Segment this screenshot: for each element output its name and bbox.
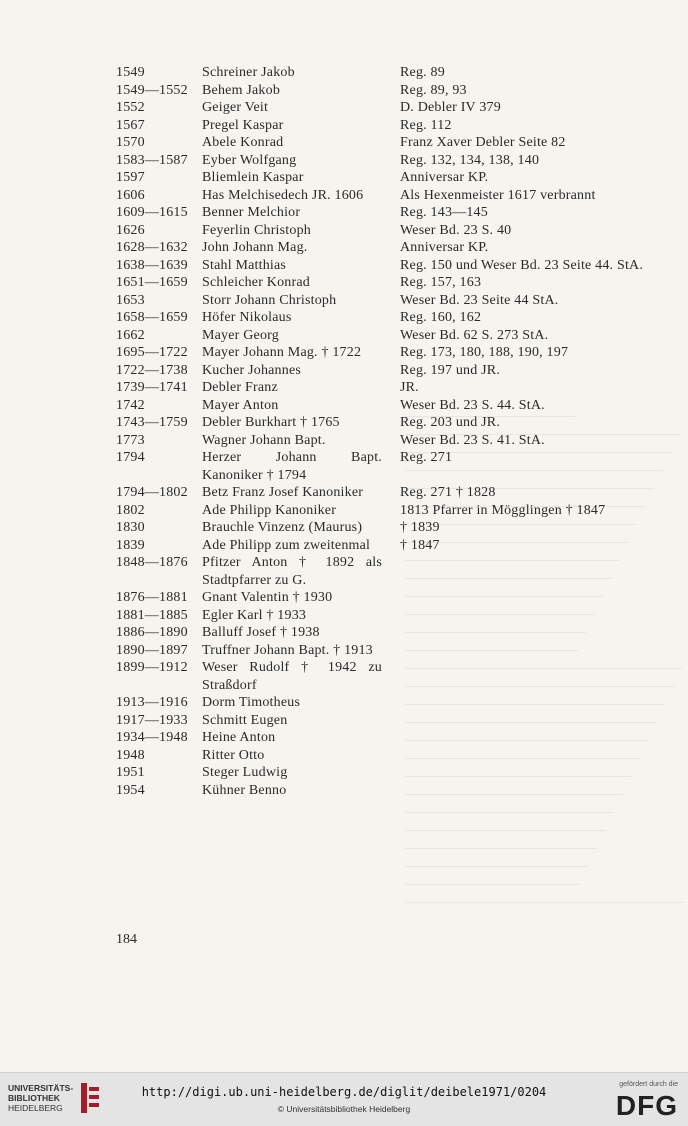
list-item — [116, 624, 656, 642]
entry-source: † 1839 — [400, 520, 440, 535]
entry-source: Reg. 112 — [400, 117, 452, 133]
entry-name: Ade Philipp Kanoniker — [202, 502, 337, 518]
footer-bar — [0, 1072, 688, 1126]
list-item — [116, 134, 656, 152]
entry-name: Mayer Johann Mag. † 1722 — [202, 345, 362, 360]
list-item — [116, 222, 656, 240]
permalink-url[interactable]: http://digi.ub.uni-heidelberg.de/diglit/deibele1971/0204 — [141, 1085, 547, 1099]
entry-source: Weser Bd. 23 S. 40 — [400, 222, 512, 238]
entry-name: Geiger Veit — [202, 100, 269, 115]
entry-years: 1739—1741 — [116, 380, 188, 395]
list-item — [116, 694, 656, 712]
entry-name: Balluff Josef † 1938 — [202, 625, 320, 640]
list-item — [116, 554, 656, 589]
entry-years: 1549—1552 — [116, 82, 188, 98]
entry-name: Truffner Johann Bapt. † 1913 — [202, 642, 373, 658]
entry-source: Reg. 143—145 — [400, 205, 488, 220]
entry-name: Schmitt Eugen — [202, 712, 288, 728]
page-number: 184 — [116, 932, 137, 947]
entry-source: Reg. 197 und JR. — [400, 362, 501, 378]
list-item — [116, 169, 656, 187]
logo-line-3: HEIDELBERG — [8, 1103, 63, 1113]
entry-name: Debler Burkhart † 1765 — [202, 415, 340, 430]
list-item — [116, 187, 656, 205]
logo-line-1: UNIVERSITÄTS- — [8, 1083, 74, 1093]
list-item — [116, 64, 656, 82]
list-item — [116, 782, 656, 800]
list-item — [116, 292, 656, 310]
list-item — [116, 274, 656, 292]
dfg-caption: gefördert durch die — [619, 1081, 678, 1088]
entry-source: Reg. 271 † 1828 — [400, 485, 496, 500]
list-item — [116, 99, 656, 117]
entry-name: Betz Franz Josef Kanoniker — [202, 485, 364, 500]
list-item — [116, 502, 656, 520]
entry-name: Heine Anton — [202, 730, 276, 745]
entry-source: Weser Bd. 62 S. 273 StA. — [400, 327, 549, 343]
entry-years: 1552 — [116, 100, 145, 115]
entry-years: 1876—1881 — [116, 590, 188, 605]
list-item — [116, 327, 656, 345]
entry-name: Feyerlin Christoph — [202, 222, 311, 238]
entry-source: Reg. 150 und Weser Bd. 23 Seite 44. StA. — [400, 257, 644, 273]
entry-source: Weser Bd. 23 S. 41. StA. — [400, 432, 545, 448]
show-through-line — [405, 814, 606, 831]
entry-years: 1570 — [116, 135, 145, 150]
entry-source: Weser Bd. 23 Seite 44 StA. — [400, 292, 559, 308]
list-item — [116, 309, 656, 327]
list-item — [116, 414, 656, 432]
entry-source: Reg. 157, 163 — [400, 275, 482, 290]
entry-name: Schleicher Konrad — [202, 275, 310, 290]
show-through-line — [405, 886, 685, 903]
entry-years: 1917—1933 — [116, 712, 188, 728]
list-item — [116, 117, 656, 135]
entry-source: Reg. 89, 93 — [400, 82, 467, 98]
list-item — [116, 712, 656, 730]
entry-source: † 1847 — [400, 537, 440, 553]
entry-years: 1609—1615 — [116, 205, 188, 220]
entry-years: 1628—1632 — [116, 240, 188, 255]
list-item — [116, 82, 656, 100]
entry-name: Bliemlein Kaspar — [202, 170, 304, 185]
list-item — [116, 344, 656, 362]
entry-name: Abele Konrad — [202, 135, 284, 150]
entry-source: Reg. 271 — [400, 450, 453, 465]
entry-years: 1743—1759 — [116, 415, 188, 430]
entry-name: Stahl Matthias — [202, 257, 287, 273]
list-item — [116, 659, 656, 694]
entry-years: 1597 — [116, 170, 145, 185]
entry-source: Weser Bd. 23 S. 44. StA. — [400, 397, 545, 413]
entry-name: Ritter Otto — [202, 747, 265, 763]
entry-name: Gnant Valentin † 1930 — [202, 590, 333, 605]
entry-name: Benner Melchior — [202, 205, 301, 220]
entry-name: Steger Ludwig — [202, 765, 288, 780]
entry-name: Behem Jakob — [202, 82, 281, 98]
entry-name: Dorm Timotheus — [202, 695, 301, 710]
entry-name: John Johann Mag. — [202, 240, 308, 255]
entry-name: Has Melchisedech JR. 1606 — [202, 187, 364, 203]
list-item — [116, 764, 656, 782]
entry-name: Egler Karl † 1933 — [202, 607, 307, 623]
entry-years: 1848—1876 — [116, 555, 188, 570]
list-item — [116, 432, 656, 450]
list-item — [116, 397, 656, 415]
list-item — [116, 379, 656, 397]
entry-years: 1899—1912 — [116, 660, 188, 675]
entry-name: Kühner Benno — [202, 782, 287, 798]
entry-years: 1695—1722 — [116, 345, 188, 360]
entry-years: 1839 — [116, 537, 145, 553]
entry-name: Eyber Wolfgang — [202, 152, 297, 168]
entry-years: 1794 — [116, 450, 145, 465]
entry-name: Pfitzer Anton † 1892 als Stadtpfarrer zu G. — [202, 555, 382, 588]
entry-source: Reg. 132, 134, 138, 140 — [400, 152, 540, 168]
entry-name: Herzer Johann Bapt. Kanoniker † 1794 — [202, 450, 382, 483]
entry-years: 1830 — [116, 520, 145, 535]
list-item — [116, 519, 656, 537]
entry-source: D. Debler IV 379 — [400, 100, 501, 115]
list-item — [116, 257, 656, 275]
entry-years: 1549 — [116, 65, 145, 80]
list-item — [116, 204, 656, 222]
entry-years: 1662 — [116, 327, 145, 343]
entry-name: Debler Franz — [202, 380, 278, 395]
dfg-logo[interactable]: DFG — [615, 1090, 678, 1121]
entry-years: 1567 — [116, 117, 145, 133]
entry-years: 1794—1802 — [116, 485, 188, 500]
entry-years: 1934—1948 — [116, 730, 188, 745]
entry-source: Anniversar KP. — [400, 240, 489, 255]
list-item — [116, 747, 656, 765]
entry-source: JR. — [400, 380, 419, 395]
list-item — [116, 449, 656, 484]
list-item — [116, 729, 656, 747]
entry-years: 1886—1890 — [116, 625, 188, 640]
entry-years: 1722—1738 — [116, 362, 188, 378]
entry-years: 1954 — [116, 782, 145, 798]
entry-years: 1913—1916 — [116, 695, 188, 710]
entry-name: Mayer Anton — [202, 397, 279, 413]
list-item — [116, 589, 656, 607]
entry-years: 1638—1639 — [116, 257, 188, 273]
list-item — [116, 537, 656, 555]
entry-source: Anniversar KP. — [400, 170, 489, 185]
show-through-line — [405, 868, 580, 885]
entry-name: Höfer Nikolaus — [202, 310, 292, 325]
entry-years: 1951 — [116, 765, 145, 780]
list-item — [116, 642, 656, 660]
entry-years: 1651—1659 — [116, 275, 188, 290]
entry-years: 1583—1587 — [116, 152, 188, 168]
list-item — [116, 607, 656, 625]
entry-source: Als Hexenmeister 1617 verbrannt — [400, 187, 596, 203]
entry-source: Reg. 89 — [400, 65, 445, 80]
entry-years: 1742 — [116, 397, 145, 413]
entry-name: Mayer Georg — [202, 327, 279, 343]
list-item — [116, 484, 656, 502]
entry-source: 1813 Pfarrer in Mögglingen † 1847 — [400, 502, 606, 518]
entry-years: 1890—1897 — [116, 642, 188, 658]
list-item — [116, 362, 656, 380]
entry-years: 1658—1659 — [116, 310, 188, 325]
copyright-notice: © Universitätsbibliothek Heidelberg — [277, 1104, 411, 1114]
show-through-line — [405, 850, 589, 867]
entry-name: Wagner Johann Bapt. — [202, 432, 326, 448]
pastor-list — [116, 64, 656, 799]
entry-source: Franz Xaver Debler Seite 82 — [400, 135, 566, 150]
entry-name: Weser Rudolf † 1942 zu Straßdorf — [202, 660, 382, 693]
entry-years: 1653 — [116, 292, 145, 308]
list-item — [116, 152, 656, 170]
entry-name: Schreiner Jakob — [202, 65, 295, 80]
entry-years: 1773 — [116, 432, 145, 448]
entry-years: 1881—1885 — [116, 607, 188, 623]
entry-name: Storr Johann Christoph — [202, 292, 337, 308]
entry-name: Brauchle Vinzenz (Maurus) — [202, 520, 363, 535]
entry-years: 1606 — [116, 187, 145, 203]
entry-years: 1802 — [116, 502, 145, 518]
entry-name: Kucher Johannes — [202, 362, 302, 378]
entry-years: 1626 — [116, 222, 145, 238]
logo-line-2: BIBLIOTHEK — [8, 1093, 60, 1103]
entry-name: Pregel Kaspar — [202, 117, 284, 133]
entry-source: Reg. 203 und JR. — [400, 415, 501, 430]
entry-name: Ade Philipp zum zweitenmal — [202, 537, 371, 553]
entry-source: Reg. 160, 162 — [400, 310, 482, 325]
entry-years: 1948 — [116, 747, 145, 763]
show-through-line — [405, 832, 597, 849]
entry-source: Reg. 173, 180, 188, 190, 197 — [400, 345, 569, 360]
list-item — [116, 239, 656, 257]
